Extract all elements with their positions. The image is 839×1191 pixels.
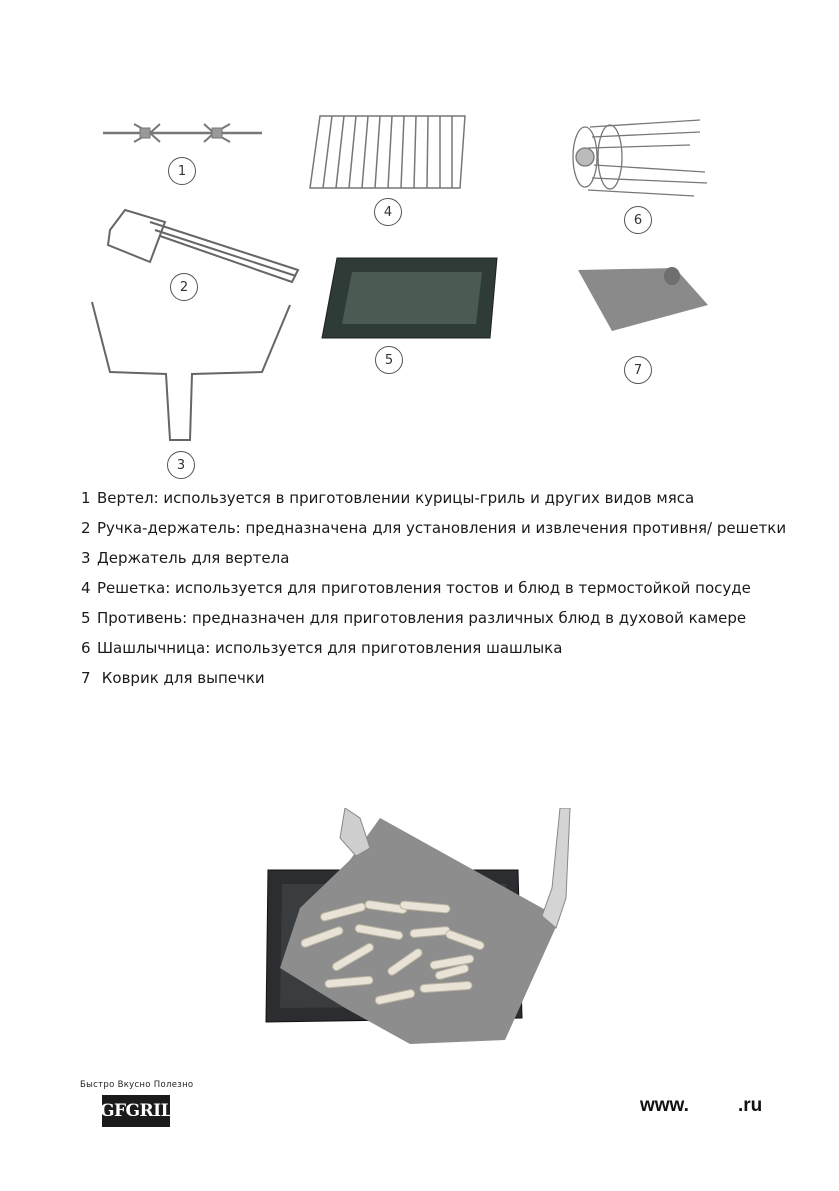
- baking-mat-photo: [260, 808, 590, 1048]
- list-item: 2 Ручка-держатель: предназначена для установления и извлечения противня/ решетки: [81, 519, 787, 537]
- handle-holder-image: [108, 210, 298, 282]
- list-item: 4 Решетка: используется для приготовления тостов и блюд в термостойкой посуде: [81, 579, 751, 597]
- baking-tray-image: [322, 258, 497, 338]
- figure-label-3: 3: [167, 451, 195, 479]
- figure-label-7: 7: [624, 356, 652, 384]
- list-item: 7 Коврик для выпечки: [81, 669, 265, 687]
- list-item: 5 Противень: предназначен для приготовления различных блюд в духовой камере: [81, 609, 747, 627]
- list-item: 1 Вертел: используется в приготовлении курицы-гриль и других видов мяса: [81, 489, 695, 507]
- accessories-illustration: [0, 0, 839, 480]
- list-item: 3 Держатель для вертела: [81, 549, 290, 567]
- brand-logo: GFGRIL: [102, 1095, 170, 1127]
- spit-holder-image: [92, 302, 290, 440]
- brand-tagline: Быстро Вкусно Полезно: [80, 1080, 194, 1090]
- figure-label-2: 2: [170, 273, 198, 301]
- shashlik-basket-image: [573, 120, 707, 196]
- rotisserie-spit-image: [103, 124, 262, 142]
- figure-label-6: 6: [624, 206, 652, 234]
- website-url-prefix: www.: [640, 1095, 689, 1116]
- figure-label-1: 1: [168, 157, 196, 185]
- wire-rack-image: [310, 116, 465, 188]
- accessory-list: [81, 488, 786, 698]
- figure-label-4: 4: [374, 198, 402, 226]
- website-url-suffix: .ru: [738, 1095, 763, 1116]
- baking-mat-image: [578, 267, 708, 331]
- figure-label-5: 5: [375, 346, 403, 374]
- list-item: 6 Шашлычница: используется для приготовления шашлыка: [81, 639, 563, 657]
